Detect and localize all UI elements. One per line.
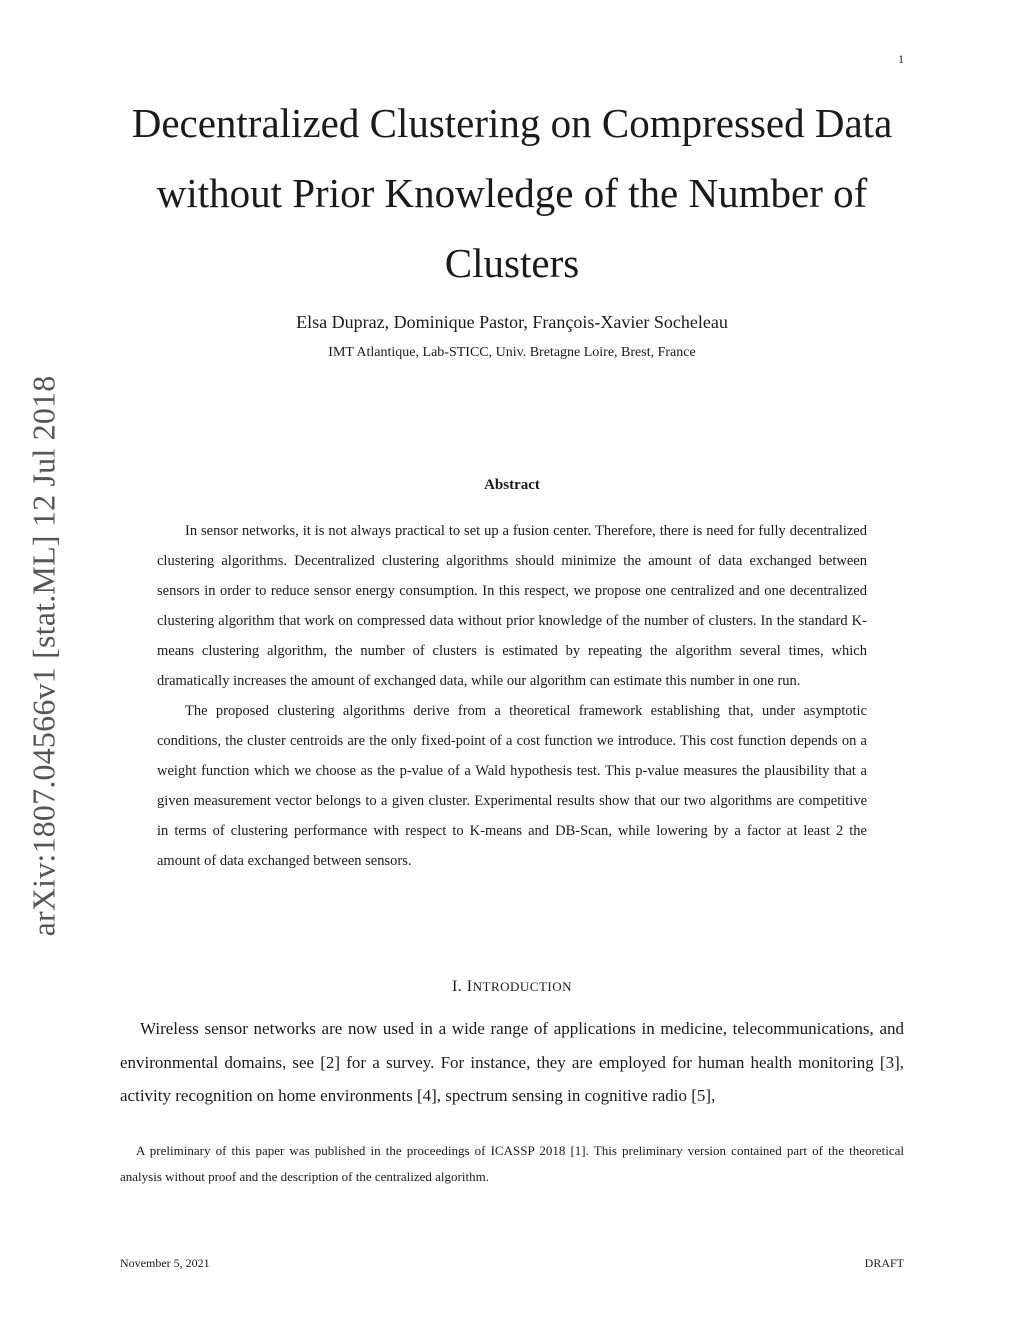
page-number: 1 <box>898 52 904 66</box>
abstract-heading: Abstract <box>484 477 540 493</box>
footnote <box>120 1138 904 1190</box>
affiliation: IMT Atlantique, Lab-STICC, Univ. Bretagne Loire, Brest, France <box>328 345 696 360</box>
footnote-text: A preliminary of this paper was published in the proceedings of ICASSP 2018 [1]. This preliminary version contained part of the theoretical analysis without proof and the description of the centralized algorithm. <box>120 1143 904 1184</box>
arxiv-identifier-text: arXiv:1807.04566v1 [stat.ML] 12 Jul 2018 <box>25 375 62 937</box>
abstract-paragraph-1: In sensor networks, it is not always practical to set up a fusion center. Therefore, there is need for fully decentralized clustering algorithms. Decentralized clustering algorithms should minimize the amount of data exchanged between sensors in order to reduce sensor energy consumption. In this respect, we propose one centralized and one decentralized clustering algorithm that work on compressed data without prior knowledge of the number of clusters. In the standard K-means clustering algorithm, the number of clusters is estimated by repeating the algorithm several times, which dramatically increases the amount of exchanged data, while our algorithm can estimate this number in one run. <box>157 523 867 689</box>
section-heading-introduction <box>0 978 1024 996</box>
footer-date: November 5, 2021 <box>120 1256 210 1270</box>
paper-title: Decentralized Clustering on Compressed Data without Prior Knowledge of the Number of Clusters <box>131 100 893 286</box>
section-title-initial: I <box>466 978 473 995</box>
arxiv-identifier <box>14 356 74 956</box>
intro-paragraph: Wireless sensor networks are now used in a wide range of applications in medicine, telecommunications, and environmental domains, see [2] for a survey. For instance, they are employed for human health monitoring [3], activity recognition on home environments [4], spectrum sensing in cognitive radio [5], <box>120 1019 904 1105</box>
section-number: I. <box>451 978 463 995</box>
section-title-rest: NTRODUCTION <box>472 979 573 994</box>
footer-draft-label: DRAFT <box>864 1256 904 1270</box>
author-list: Elsa Dupraz, Dominique Pastor, François-Xavier Socheleau <box>296 312 728 332</box>
abstract-paragraph-2: The proposed clustering algorithms derive from a theoretical framework establishing that, under asymptotic conditions, the cluster centroids are the only fixed-point of a cost function we introduce. This cost function depends on a weight function which we choose as the p-value of a Wald hypothesis test. This p-value measures the plausibility that a given measurement vector belongs to a given cluster. Experimental results show that our two algorithms are competitive in terms of clustering performance with respect to K-means and DB-Scan, while lowering by a factor at least 2 the amount of data exchanged between sensors. <box>157 703 867 869</box>
introduction-body <box>120 1012 904 1113</box>
abstract-body <box>157 516 867 876</box>
